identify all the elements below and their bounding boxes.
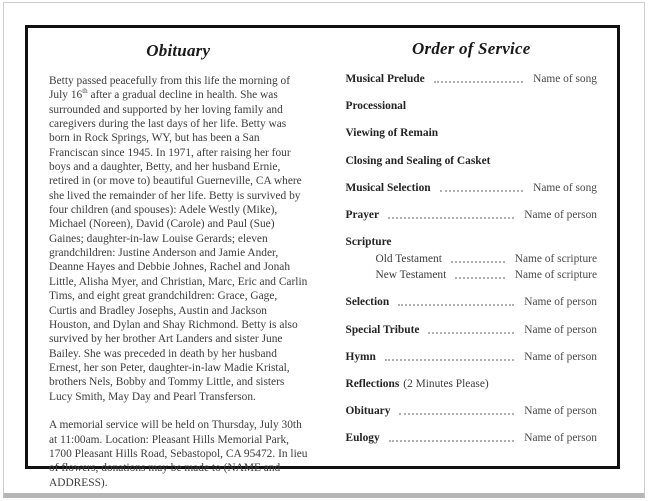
- obituary-paragraph-2: A memorial service will be held on Thursday, July 30th at 11:00am. Location: Pleasant Hills Memorial Park, 1700 Pleasant Hills Road, Sebastopol, CA 95472. In lieu of flowers, donations may be made to (NAME and ADDRESS).: [49, 419, 308, 489]
- service-item-label: Scripture: [345, 236, 392, 249]
- image-frame: [3, 2, 645, 498]
- service-item-reflections: [346, 377, 598, 391]
- service-item-label: Musical Prelude: [345, 73, 425, 85]
- service-item-label: Musical Selection: [345, 181, 431, 194]
- service-item-prayer: [346, 208, 598, 222]
- service-item-viewing-of-remain: [346, 126, 598, 140]
- dotted-leader: [398, 304, 514, 306]
- obituary-title: Obituary: [146, 41, 211, 60]
- service-item-old-testament: [376, 252, 598, 266]
- dotted-leader: [385, 359, 514, 361]
- service-item-label: Special Tribute: [345, 323, 420, 336]
- order-of-service-panel: [323, 28, 618, 466]
- service-item-value: Name of person: [524, 296, 597, 309]
- service-item-value: Name of person: [524, 432, 597, 445]
- service-item-value: Name of person: [524, 323, 597, 336]
- service-item-value: Name of person: [524, 350, 597, 363]
- scripture-heading: [346, 235, 598, 249]
- dotted-leader: [399, 413, 514, 415]
- obituary-paragraph-1: [49, 74, 308, 404]
- service-item-hymn: [346, 350, 598, 364]
- obituary-text-part1: Betty passed peacefully from this life the morning of July 16: [49, 75, 291, 102]
- program-sheet: [25, 25, 620, 489]
- scripture-sub-items: [346, 252, 598, 282]
- obituary-panel: [28, 28, 323, 489]
- dotted-leader: [455, 277, 504, 279]
- service-item-value: Name of scripture: [514, 269, 597, 282]
- service-item-label: Selection: [345, 296, 390, 309]
- service-item-musical-selection: [346, 181, 598, 195]
- service-item-value: Name of song: [533, 73, 597, 85]
- service-item-value: Name of person: [524, 208, 597, 221]
- service-item-label: Processional: [345, 100, 407, 113]
- dotted-leader: [389, 440, 515, 442]
- service-item-label: Obituary: [345, 405, 391, 418]
- dotted-leader: [434, 81, 523, 83]
- service-item-label: Reflections: [345, 377, 400, 390]
- dotted-leader: [451, 261, 505, 263]
- service-item-value: Name of scripture: [514, 253, 597, 266]
- service-item-value: Name of song: [533, 181, 597, 194]
- dotted-leader: [440, 190, 523, 192]
- service-item-label: Viewing of Remain: [345, 127, 439, 140]
- obituary-text-part2: after a gradual decline in health. She was surrounded and supported by her loving family and caregivers during the last days of her life. Betty was born in Rock Springs, WY, but has been a San Franciscan since 1945. In 1971, after raising her four boys and a daughter, Betty, and her husband Ernie, retired in (or move to) beautiful Guerneville, CA where she lived the remainder of her life. Betty is survived by four children (and spouses): Adele Westly (Mike), Michael (Noreen), David (Carole) and Paul (Sue) Gaines; daughter-in-law Louise Gerards; eleven grandchildren: Justine Anderson and Jamie Ander, Deanne Hayes and Debbie Johnes, Rachel and Jonah Little, Alisha Myer, and Christian, Marc, Eric and Carlin Tims, and eight great grandchildren: Grace, Gage, Curtis and Bradley Josephs, Austin and Jackson Houston, and Dylan and Shay Richmond. Betty is also survived by her brother Art Landers and sister June Bailey. She was preceded in death by her husband Ernest, her son Peter, daughter-in-law Madie Kristal, brothers Nels, Bobby and Tommy Little, and sisters Lucy Smith, May Day and Pearl Transferson.: [49, 89, 308, 403]
- service-item-note: (2 Minutes Please): [403, 377, 489, 390]
- service-item-scripture: [346, 235, 598, 282]
- service-item-musical-prelude: [346, 72, 598, 86]
- service-item-processional: [346, 99, 598, 113]
- service-item-label: Hymn: [345, 350, 376, 363]
- service-item-obituary: [346, 404, 598, 418]
- dotted-leader: [388, 217, 514, 219]
- service-item-label: Prayer: [345, 208, 380, 221]
- order-of-service-title: Order of Service: [412, 39, 531, 58]
- service-item-label: Old Testament: [375, 253, 442, 266]
- service-item-special-tribute: [346, 323, 598, 337]
- service-item-label: Closing and Sealing of Casket: [345, 154, 491, 167]
- service-item-label: New Testament: [375, 269, 447, 282]
- service-item-eulogy: [346, 431, 598, 445]
- service-item-label: Eulogy: [345, 432, 380, 445]
- service-item-selection: [346, 295, 598, 309]
- service-item-new-testament: [376, 268, 598, 282]
- service-item-value: Name of person: [524, 405, 597, 418]
- service-item-closing-and-sealing: [346, 154, 598, 168]
- ordinal-superscript: th: [82, 87, 88, 96]
- dotted-leader: [428, 332, 514, 334]
